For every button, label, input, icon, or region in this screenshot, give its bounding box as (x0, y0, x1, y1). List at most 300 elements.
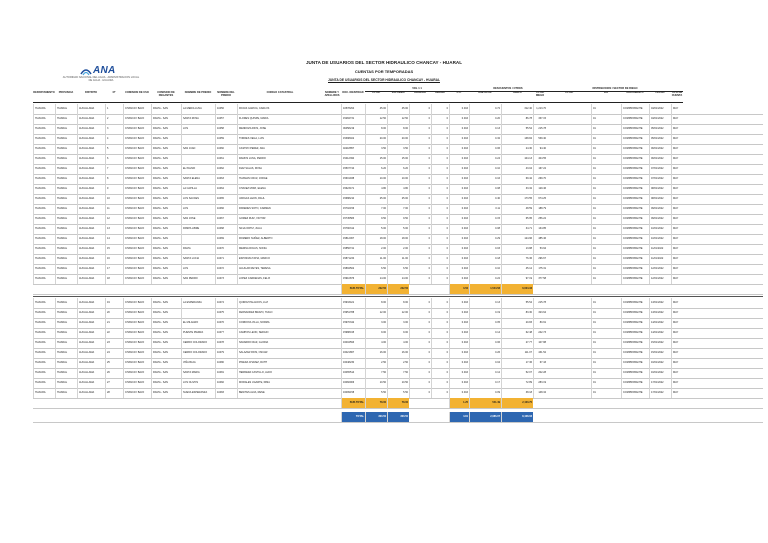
table-cell: COMPROBANTE (621, 368, 649, 378)
table-cell: LOS (181, 124, 215, 134)
table-cell: 0 (409, 368, 431, 378)
table-cell: HUAURA (33, 164, 55, 174)
table-cell: 17.36 (501, 358, 533, 368)
total-cell: 2,103.70 (501, 398, 533, 408)
table-cell: 0 (431, 388, 449, 398)
table-cell: 69.42 (501, 174, 533, 184)
table-cell: HUAURA (33, 224, 55, 234)
table-cell: CHANCAY BAJO (123, 214, 151, 224)
table-cell: COMPROBANTE (621, 104, 649, 114)
table-cell: 01 (591, 338, 621, 348)
table-cell: 0 (431, 224, 449, 234)
total-cell: 300.50 (365, 412, 387, 422)
table-cell: 3.50 (387, 144, 409, 154)
table-cell: PALPA - SAN (151, 214, 181, 224)
table-cell: 01 (591, 358, 621, 368)
table-cell: SANTA MARIA (181, 368, 215, 378)
table-cell: MAY (671, 274, 683, 284)
table-cell: 01 (591, 104, 621, 114)
total-cell: SUB-TOTAL (341, 284, 365, 294)
column-header: TOTAL RIEGO (533, 91, 547, 103)
table-cell: COMPROBANTE (621, 224, 649, 234)
table-cell: PALPA - SAN (151, 164, 181, 174)
table-cell: 13/01/2022 (649, 308, 671, 318)
table-cell: 104.13 (501, 154, 533, 164)
table-cell: 0 (409, 214, 431, 224)
table-cell: PALPA - SAN (151, 144, 181, 154)
table-cell: PALPA (181, 244, 215, 254)
table-cell: 0.016 (449, 214, 469, 224)
table-cell: AUCALLAMA (77, 214, 105, 224)
table-cell: 83.30 (501, 308, 533, 318)
table-cell: MAY (671, 224, 683, 234)
table-cell: 0 (431, 298, 449, 308)
table-cell: PALPA - SAN (151, 368, 181, 378)
table-cell: LOS (181, 264, 215, 274)
table-cell: HUAURA (33, 174, 55, 184)
table-cell: PALPA - SAN (151, 318, 181, 328)
table-cell: MAY (671, 358, 683, 368)
table-cell: PALPA - SAN (151, 254, 181, 264)
table-cell: 0.19 (469, 308, 501, 318)
table-cell: 01 (591, 134, 621, 144)
table-cell: NAVARRO DIAZ, GLORIA (237, 338, 323, 348)
table-cell: 10476 (215, 318, 237, 328)
table-cell: COMPROBANTE (621, 378, 649, 388)
table-cell: HUAURA (33, 358, 55, 368)
table-cell: 256.22 (533, 214, 547, 224)
table-cell: 129.46 (533, 184, 547, 194)
table-cell: SANTA ELENA (181, 174, 215, 184)
table-cell: HUARAL (55, 328, 77, 338)
table-cell: MAY (671, 388, 683, 398)
table-cell (181, 234, 215, 244)
table-cell: 107.88 (533, 338, 547, 348)
table-cell: BENITES ALVA, RENE (237, 388, 323, 398)
table-cell: HUAURA (33, 274, 55, 284)
table-cell: 10461 (215, 154, 237, 164)
table-cell: HUAURA (33, 214, 55, 224)
table-cell: 0 (409, 388, 431, 398)
table-cell: 202.28 (533, 368, 547, 378)
table-cell: HUARAL (55, 204, 77, 214)
table-cell: 01 (591, 204, 621, 214)
table-cell: MAY (671, 298, 683, 308)
table-cell: 10.00 (365, 174, 387, 184)
table-cell (181, 154, 215, 164)
table-cell: 10 (105, 194, 123, 204)
table-cell: AUCALLAMA (77, 124, 105, 134)
table-cell: 12.50 (387, 114, 409, 124)
table-cell: 0 (431, 254, 449, 264)
table-cell: NUEVA ESPERANZA (181, 388, 215, 398)
table-cell: 16004593 (341, 338, 365, 348)
table-cell: 10469 (215, 234, 237, 244)
table-cell: 0 (431, 114, 449, 124)
table-cell: CHANCAY BAJO (123, 244, 151, 254)
table-cell: 01 (591, 184, 621, 194)
table-cell: 15988015 (341, 328, 365, 338)
table-cell: 15/01/2022 (649, 348, 671, 358)
column-header: VIA (591, 91, 621, 103)
table-cell: 0.72 (469, 104, 501, 114)
table-cell: HUAMAN CRUZ, JORGE (237, 174, 323, 184)
table-cell: 15812067 (341, 234, 365, 244)
table-cell: 0.15 (469, 214, 501, 224)
table-cell: COMPROBANTE (621, 204, 649, 214)
table-cell: 674.25 (533, 194, 547, 204)
table-cell: 0 (409, 378, 431, 388)
table-cell: PALPA - SAN (151, 174, 181, 184)
table-cell: 14.00 (365, 274, 387, 284)
table-cell: 0.08 (469, 184, 501, 194)
table-cell: 53.94 (533, 244, 547, 254)
table-cell: 11 (105, 204, 123, 214)
table-cell: 0.016 (449, 144, 469, 154)
column-header: DISTRITO (77, 91, 105, 103)
table-cell: 21 (105, 318, 123, 328)
table-cell: COMPROBANTE (621, 214, 649, 224)
table-cell: 0.06 (469, 144, 501, 154)
total-cell: TOTAL (341, 412, 365, 422)
table-cell: 0 (409, 164, 431, 174)
table-cell: 0.10 (469, 264, 501, 274)
table-cell: 13.88 (501, 244, 533, 254)
table-cell: HUARAL (55, 214, 77, 224)
table-cell: MAY (671, 164, 683, 174)
table-cell: 188.79 (533, 204, 547, 214)
table-cell: 01 (591, 328, 621, 338)
table-cell: 3.00 (365, 318, 387, 328)
table-cell: MAY (671, 174, 683, 184)
column-header: SUBTOTAL (469, 91, 501, 103)
table-cell: AUCALLAMA (77, 104, 105, 114)
table-cell: 10474 (215, 298, 237, 308)
table-cell: 0.12 (469, 368, 501, 378)
table-cell: 01 (591, 144, 621, 154)
column-header: NOMBRE DEL PREDIO (215, 91, 237, 103)
column-header: COMISION DE USO (123, 91, 151, 103)
table-cell: 3 (105, 124, 123, 134)
table-cell: 173.55 (501, 194, 533, 204)
table-cell: 10470 (215, 244, 237, 254)
table-cell: 13/01/2022 (649, 298, 671, 308)
table-cell: PALPA - SAN (151, 194, 181, 204)
total-cell: 6,004.33 (501, 284, 533, 294)
table-cell: SAN PEDRO (181, 274, 215, 284)
table-cell: 0.016 (449, 264, 469, 274)
table-cell: 01 (591, 234, 621, 244)
table-cell: 0 (431, 368, 449, 378)
table-cell: HUAURA (33, 104, 55, 114)
table-cell: 0.17 (469, 378, 501, 388)
table-cell: HUAURA (33, 184, 55, 194)
table-cell: 15894502 (341, 264, 365, 274)
table-cell: 0.32 (469, 134, 501, 144)
table-cell: HUARAL (55, 184, 77, 194)
table-cell: AUCALLAMA (77, 224, 105, 234)
table-cell: AUCALLAMA (77, 358, 105, 368)
table-cell: 0.016 (449, 104, 469, 114)
table-cell: 0 (431, 328, 449, 338)
table-cell: MEDINA ROJAS, SONIA (237, 244, 323, 254)
table-cell: 01 (591, 388, 621, 398)
table-cell: 0 (431, 358, 449, 368)
table-cell: MAY (671, 144, 683, 154)
table-cell: COMPROBANTE (621, 164, 649, 174)
table-cell: HUARAL (55, 254, 77, 264)
table-cell: 0.016 (449, 328, 469, 338)
table-cell (181, 308, 215, 318)
table-cell: 09/01/2022 (649, 204, 671, 214)
table-cell: MAY (671, 194, 683, 204)
table-cell: CHANCAY BAJO (123, 348, 151, 358)
table-cell: HUARAL (55, 144, 77, 154)
table-cell: COMPROBANTE (621, 274, 649, 284)
table-cell: 6.50 (365, 264, 387, 274)
table-cell: 10463 (215, 174, 237, 184)
table-cell: MAY (671, 214, 683, 224)
report-title: JUNTA DE USUARIOS DEL SECTOR HIDRAULICO CHANCAY - HUARAL (305, 60, 463, 65)
table-cell: 72.89 (501, 378, 533, 388)
table-cell: 08/01/2022 (649, 194, 671, 204)
report-subtitle: CUENTAS POR TEMPORADAS (354, 69, 414, 74)
table-cell: 14/01/2022 (649, 318, 671, 328)
table-cell: 28 (105, 388, 123, 398)
table-cell: MAY (671, 204, 683, 214)
table-cell: 6.50 (387, 264, 409, 274)
table-cell: CAMPOS LEON, SERGIO (237, 328, 323, 338)
total-cell: 78.00 (365, 398, 387, 408)
table-cell: 0 (431, 174, 449, 184)
table-cell: 15933421 (341, 298, 365, 308)
table-cell: 15951788 (341, 308, 365, 318)
table-cell: 15412390 (341, 154, 365, 164)
table-cell: HUARAL (55, 308, 77, 318)
table-cell: CORDOVA VILLA, NORMA (237, 318, 323, 328)
table-cell: AUCALLAMA (77, 318, 105, 328)
table-cell: 01 (591, 274, 621, 284)
table-cell: 01 (591, 164, 621, 174)
column-header: NOMBRE Y APELLIDOS (323, 91, 341, 103)
table-cell: 08/01/2022 (649, 184, 671, 194)
table-cell: 2.00 (387, 244, 409, 254)
table-cell: COMPROBANTE (621, 174, 649, 184)
table-cell: AUCALLAMA (77, 114, 105, 124)
table-cell: COMPROBANTE (621, 318, 649, 328)
table-cell: CHANCAY BAJO (123, 234, 151, 244)
table-cell: SANTA LUCIA (181, 254, 215, 264)
table-cell: 0 (409, 298, 431, 308)
table-cell: HUARAL (55, 164, 77, 174)
table-cell: 2.00 (365, 244, 387, 254)
table-cell: 0 (431, 124, 449, 134)
table-cell: LOPEZ CARDENAS, FELIX (237, 274, 323, 284)
table-cell: 10478 (215, 338, 237, 348)
table-cell: QUIROZ PALACIOS, LUZ (237, 298, 323, 308)
table-cell: 0 (431, 274, 449, 284)
table-cell: 312.40 (501, 104, 533, 114)
table-cell: AUCALLAMA (77, 298, 105, 308)
table-cell: 45.00 (365, 104, 387, 114)
table-cell: 9.50 (387, 214, 409, 224)
table-cell: 0.016 (449, 234, 469, 244)
column-header: ABONO (431, 91, 449, 103)
table-cell: CHANCAY BAJO (123, 274, 151, 284)
table-cell: 10578264 (341, 104, 365, 114)
table-cell: 0 (431, 378, 449, 388)
table-cell: 10458 (215, 124, 237, 134)
table-cell: COMPROBANTE (621, 144, 649, 154)
table-cell: 9.50 (365, 214, 387, 224)
table-cell: 45.00 (387, 104, 409, 114)
table-cell: 0.09 (469, 388, 501, 398)
table-cell: 16082906 (341, 378, 365, 388)
table-cell: 25 (105, 358, 123, 368)
table-cell: 0 (431, 348, 449, 358)
total-cell: 300.50 (387, 412, 409, 422)
table-cell: LOS SAUCES (181, 194, 215, 204)
table-cell: HUAURA (33, 328, 55, 338)
table-cell: AUCALLAMA (77, 184, 105, 194)
table-cell: 01 (591, 224, 621, 234)
table-cell: HUAURA (33, 308, 55, 318)
table-cell: 01 (591, 298, 621, 308)
total-cell: 3.56 (449, 284, 469, 294)
table-cell: 04/01/2022 (649, 114, 671, 124)
table-cell: 0.016 (449, 134, 469, 144)
column-header: P.U. (449, 91, 469, 103)
table-cell: 0 (409, 338, 431, 348)
table-cell: 16065514 (341, 368, 365, 378)
table-cell: 0.016 (449, 378, 469, 388)
table-cell: 8.00 (387, 124, 409, 134)
table-cell: 12.00 (365, 308, 387, 318)
table-cell: FERNANDEZ BRAVO, HUGO (237, 308, 323, 318)
table-cell: 34.71 (501, 224, 533, 234)
table-cell: 0.20 (469, 114, 501, 124)
table-cell: COMPROBANTE (621, 124, 649, 134)
table-cell: 10468 (215, 224, 237, 234)
table-cell: HUARAL (55, 194, 77, 204)
table-cell: 0 (431, 204, 449, 214)
table-cell: ROJAS GARCIA, CARLOS (237, 104, 323, 114)
table-cell: 0 (431, 104, 449, 114)
table-cell: 8 (105, 174, 123, 184)
table-cell: 16099158 (341, 388, 365, 398)
table-cell: SILVA ORTIZ, JULIA (237, 224, 323, 234)
table-cell (181, 134, 215, 144)
table-cell: 48.59 (501, 204, 533, 214)
table-cell: 10467 (215, 214, 237, 224)
table-cell: HUAURA (33, 234, 55, 244)
table-cell: PALPA - SAN (151, 328, 181, 338)
table-cell: HUARAL (55, 388, 77, 398)
table-cell: SAN JUAN (181, 144, 215, 154)
table-cell: 15745583 (341, 214, 365, 224)
table-cell: 0.016 (449, 114, 469, 124)
table-cell: MAY (671, 124, 683, 134)
table-cell: 05/01/2022 (649, 134, 671, 144)
table-cell: 0.016 (449, 358, 469, 368)
table-cell: 04/01/2022 (649, 104, 671, 114)
table-cell: 283.19 (533, 378, 547, 388)
table-cell: HUAURA (33, 388, 55, 398)
table-cell: AUCALLAMA (77, 234, 105, 244)
table-cell: AGUILAR REYES, TERESA (237, 264, 323, 274)
table-cell: HUARAL (55, 124, 77, 134)
table-cell: 0.016 (449, 184, 469, 194)
table-cell: 7.50 (387, 368, 409, 378)
table-cell: 11.00 (365, 254, 387, 264)
table-cell: 0 (431, 234, 449, 244)
table-cell: 0.016 (449, 368, 469, 378)
org-name: ANA (93, 65, 116, 76)
table-cell: 09/01/2022 (649, 214, 671, 224)
table-cell: HUAURA (33, 338, 55, 348)
table-cell: 0.26 (469, 348, 501, 358)
table-cell: MAY (671, 264, 683, 274)
table-cell: 2.50 (365, 358, 387, 368)
table-cell: 485.46 (533, 234, 547, 244)
table-cell: 0.11 (469, 204, 501, 214)
table-cell: 76.36 (501, 254, 533, 264)
table-cell: MAY (671, 234, 683, 244)
table-cell: HUAURA (33, 298, 55, 308)
table-cell: 0.13 (469, 298, 501, 308)
table-cell: AUCALLAMA (77, 308, 105, 318)
table-cell: 0 (409, 194, 431, 204)
table-cell: 242.73 (533, 328, 547, 338)
table-cell: HUAURA (33, 368, 55, 378)
table-cell: HUAURA (33, 264, 55, 274)
table-cell: MAY (671, 114, 683, 124)
table-cell: 15790312 (341, 224, 365, 234)
table-cell: MENDOZA RIOS, JOSE (237, 124, 323, 134)
table-cell: CHANCAY BAJO (123, 174, 151, 184)
table-cell: AUCALLAMA (77, 274, 105, 284)
total-cell: 1,544.58 (469, 284, 501, 294)
table-cell: 20 (105, 308, 123, 318)
table-cell: PINEDA CHAVEZ, RUTH (237, 358, 323, 368)
table-cell: HUAURA (33, 114, 55, 124)
table-cell: HUARAL (55, 114, 77, 124)
total-cell: 1.25 (449, 398, 469, 408)
table-cell: 05/01/2022 (649, 124, 671, 134)
table-cell: 0.29 (469, 234, 501, 244)
subtotal-row (33, 398, 763, 409)
table-header (33, 87, 763, 102)
table-cell: PALPA - SAN (151, 134, 181, 144)
table-cell: 14 (105, 234, 123, 244)
table-cell: 0 (431, 134, 449, 144)
table-cell: 7.50 (365, 368, 387, 378)
table-cell: 12 (105, 214, 123, 224)
table-cell: 12/01/2022 (649, 274, 671, 284)
table-cell: 15702156 (341, 204, 365, 214)
table-cell: 0 (409, 274, 431, 284)
table-cell: 17 (105, 264, 123, 274)
table-cell: 2 (105, 114, 123, 124)
column-header: TOTAL (365, 91, 387, 103)
table-cell: 52.07 (501, 368, 533, 378)
table-cell: 0.016 (449, 224, 469, 234)
column-group-header: VOL 1 1 (365, 87, 469, 92)
table-cell: PALPA - SAN (151, 184, 181, 194)
table-cell: 10479 (215, 348, 237, 358)
table-cell: 20.00 (365, 134, 387, 144)
table-cell: MAY (671, 104, 683, 114)
